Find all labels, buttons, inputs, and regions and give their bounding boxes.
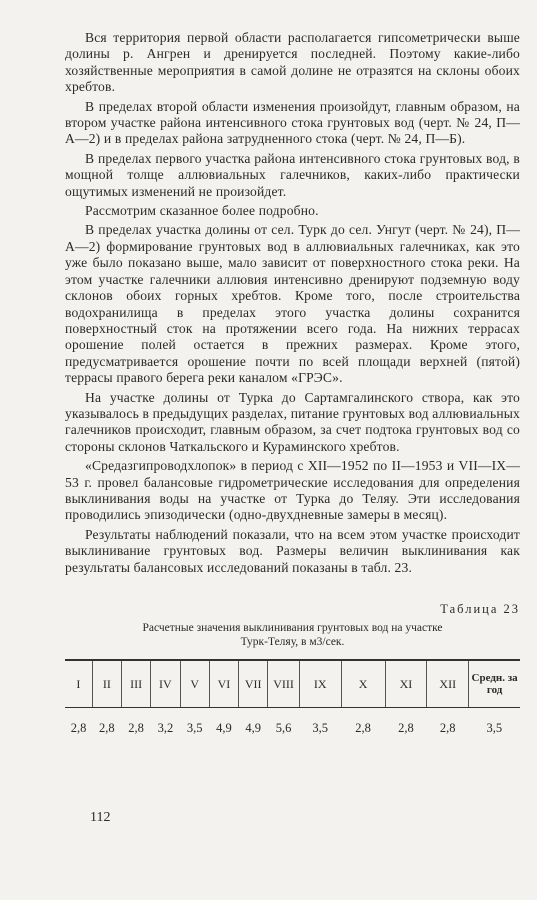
paragraph-1: Вся территория первой области располагается гипсометрически выше долины р. Ангрен и дренируется последней. Поэтому какие-либо хозяйственные мероприятия в самой долине не отразятся на склоны обоих хребтов. [65,30,520,95]
paragraph-3: В пределах первого участка района интенсивного стока грунтовых вод, в мощной толще аллювиальных галечников, каких-либо практически ощутимых изменений не произойдет. [65,150,520,199]
paragraph-8: Результаты наблюдений показали, что на всем этом участке происходит выклинивание грунтовых вод. Размеры величин выклинивания как результаты балансовых исследований показаны в табл. 23. [65,526,520,575]
header-month-6: VI [209,660,238,708]
paragraph-4: Рассмотрим сказанное более подробно. [85,203,319,219]
value-month-8: 5,6 [275,720,292,735]
header-month-9: IX [299,660,341,708]
value-month-12: 2,8 [439,720,456,735]
value-month-7: 4,9 [245,720,262,735]
header-month-2: II [92,660,121,708]
table-header-row [65,660,520,708]
value-month-10: 2,8 [355,720,371,735]
page-number: 112 [90,810,111,825]
page-body [65,30,520,748]
value-month-2: 2,8 [99,720,115,735]
header-month-12: XII [427,660,469,708]
table-caption [65,621,520,649]
value-month-1: 2,8 [70,720,87,735]
value-month-6: 4,9 [216,720,232,735]
header-annual-mean: Средн. за год [469,660,520,708]
value-month-11: 2,8 [398,720,414,735]
value-month-9: 3,5 [312,720,328,735]
header-month-7: VII [239,660,268,708]
paragraph-7: «Средазгипроводхлопок» в период с XII—1952 по II—1953 и VII—IX—53 г. провел балансовые гидрометрические исследования для определения выклинивания воды на участке от Турка до Теляу. Эти исследования проводились эпизодически (одно-двухдневные замеры в месяц). [65,458,520,523]
table-row [65,708,520,749]
paragraph-5: В пределах участка долины от сел. Турк до сел. Унгут (черт. № 24), П—А—2) формирование грунтовых вод в аллювиальных галечниках, как это уже было показано выше, мало зависит от поверхностного стока реки. На этом участке галечники аллювия интенсивно дренируют подземную воду склонов обоих горных хребтов. Кроме того, после строительства водохранилища в пределах этого участка долины сохранится поверхностный сток на протяжении всего года. На нижних террасах орошение полей остается в прежних размерах. Кроме этого, предусматривается орошение почти по всей площади верхней (пятой) террасы правого берега реки каналом «ГРЭС». [65,222,520,386]
paragraph-6: На участке долины от Турка до Сартамгалинского створа, как это указывалось в предыдущих разделах, питание грунтовых вод аллювиальных галечников происходит, главным образом, за счет подтока грунтовых вод со стороны склонов Чаткальского и Кураминского хребтов. [65,389,520,454]
value-annual-mean: 3,5 [486,720,503,735]
value-month-3: 2,8 [128,720,144,735]
table-caption-line-1: Расчетные значения выклинивания грунтовых вод на участке [142,622,443,634]
header-month-4: IV [151,660,180,708]
header-month-1: I [65,660,92,708]
value-month-4: 3,2 [157,720,174,735]
header-month-10: X [341,660,385,708]
table-caption-line-2: Турк-Теляу, в м3/сек. [240,636,345,648]
header-month-8: VIII [268,660,299,708]
header-month-3: III [121,660,150,708]
header-month-5: V [180,660,209,708]
paragraph-2: В пределах второй области изменения произойдут, главным образом, на втором участке района интенсивного стока грунтовых вод (черт. № 24, П—А—2) и в пределах района затрудненного стока (черт. № 24, П—Б). [65,98,520,147]
data-table [65,659,520,748]
header-month-11: XI [385,660,427,708]
value-month-5: 3,5 [186,720,203,735]
table-label: Таблица 23 [440,602,520,616]
